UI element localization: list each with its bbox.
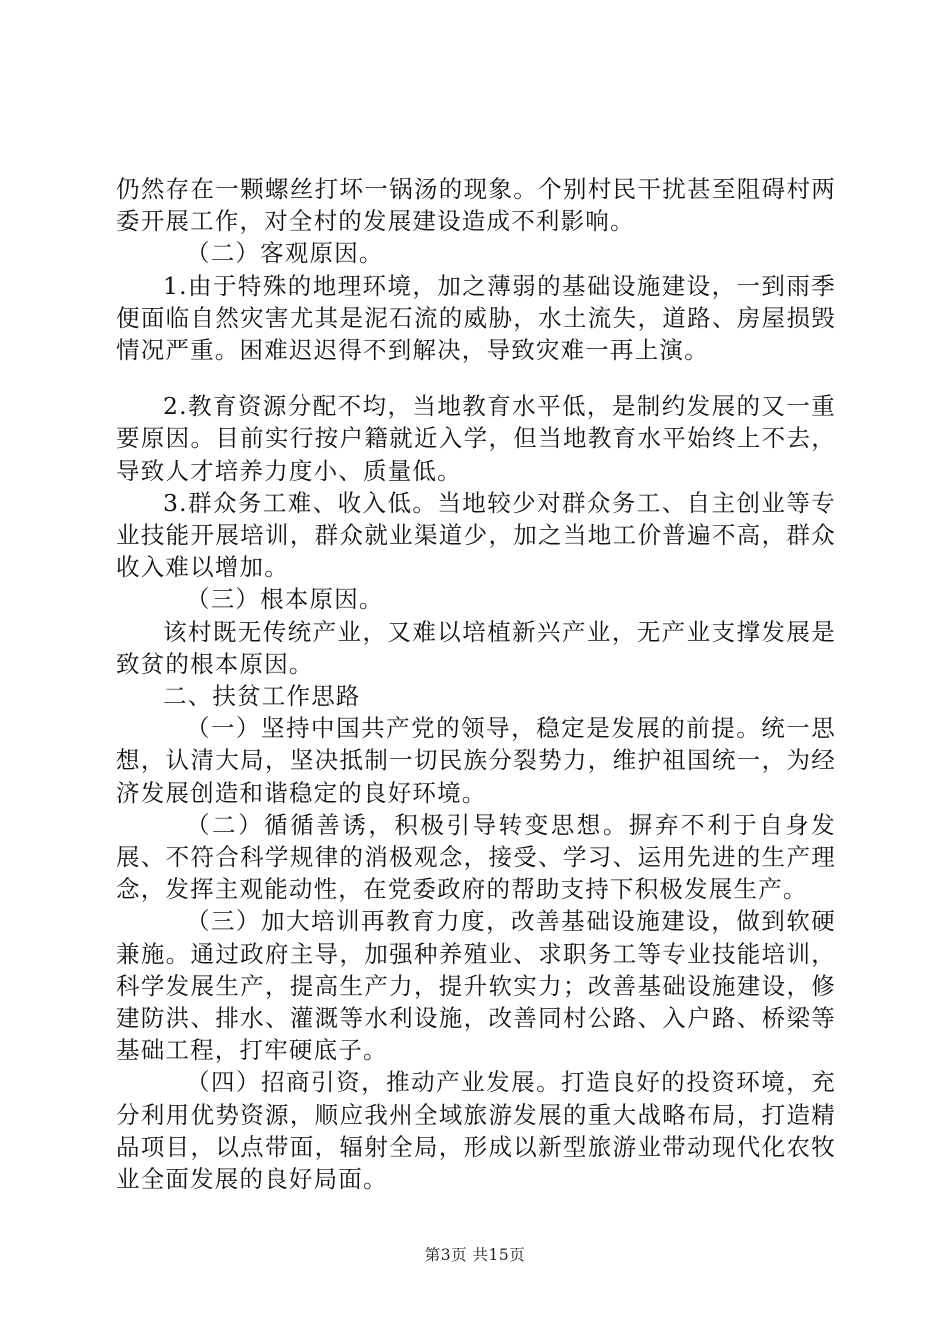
paragraph-approach-4: （四）招商引资，推动产业发展。打造良好的投资环境，充分利用优势资源，顺应我州全域旅游发展的重大战略布局，打造精品项目，以点带面，辐射全局，形成以新型旅游业带动现代化农牧业全面发展的良好局面。 <box>116 1068 836 1194</box>
paragraph-approach-1: （一）坚持中国共产党的领导，稳定是发展的前提。统一思想，认清大局，坚决抵制一切民族分裂势力，维护祖国统一，为经济发展创造和谐稳定的良好环境。 <box>116 714 836 807</box>
document-body <box>116 173 836 1195</box>
section-heading-approach: 二、扶贫工作思路 <box>163 682 361 711</box>
subheading-root-cause: （三）根本原因。 <box>186 585 384 614</box>
paragraph-cause-2: 2.教育资源分配不均，当地教育水平低，是制约发展的又一重要原因。目前实行按户籍就近入学，但当地教育水平始终上不去，导致人才培养力度小、质量低。 <box>116 392 836 485</box>
subheading-objective-causes: （二）客观原因。 <box>186 239 384 268</box>
paragraph-continuation: 仍然存在一颗螺丝打坏一锅汤的现象。个别村民干扰甚至阻碍村两委开展工作，对全村的发展建设造成不利影响。 <box>116 175 836 236</box>
paragraph-approach-2: （二）循循善诱，积极引导转变思想。摒弃不利于自身发展、不符合科学规律的消极观念，接受、学习、运用先进的生产理念，发挥主观能动性，在党委政府的帮助支持下积极发展生产。 <box>116 810 836 904</box>
paragraph-root-cause: 该村既无传统产业，又难以培植新兴产业，无产业支撑发展是致贫的根本原因。 <box>116 617 836 678</box>
paragraph-cause-3: 3.群众务工难、收入低。当地较少对群众务工、自主创业等专业技能开展培训，群众就业渠道少，加之当地工价普遍不高，群众收入难以增加。 <box>116 488 836 582</box>
paragraph-cause-1: 1.由于特殊的地理环境，加之薄弱的基础设施建设，一到雨季便面临自然灾害尤其是泥石流的威胁，水土流失，道路、房屋损毁情况严重。困难迟迟得不到解决，导致灾难一再上演。 <box>116 271 836 365</box>
page-number-footer: 第3页 共15页 <box>424 1246 526 1264</box>
paragraph-approach-3: （三）加大培训再教育力度，改善基础设施建设，做到软硬兼施。通过政府主导，加强种养殖业、求职务工等专业技能培训，科学发展生产，提高生产力，提升软实力；改善基础设施建设，修建防洪、排水、灌溉等水利设施，改善同村公路、入户路、桥梁等基础工程，打牢硬底子。 <box>116 907 836 1065</box>
